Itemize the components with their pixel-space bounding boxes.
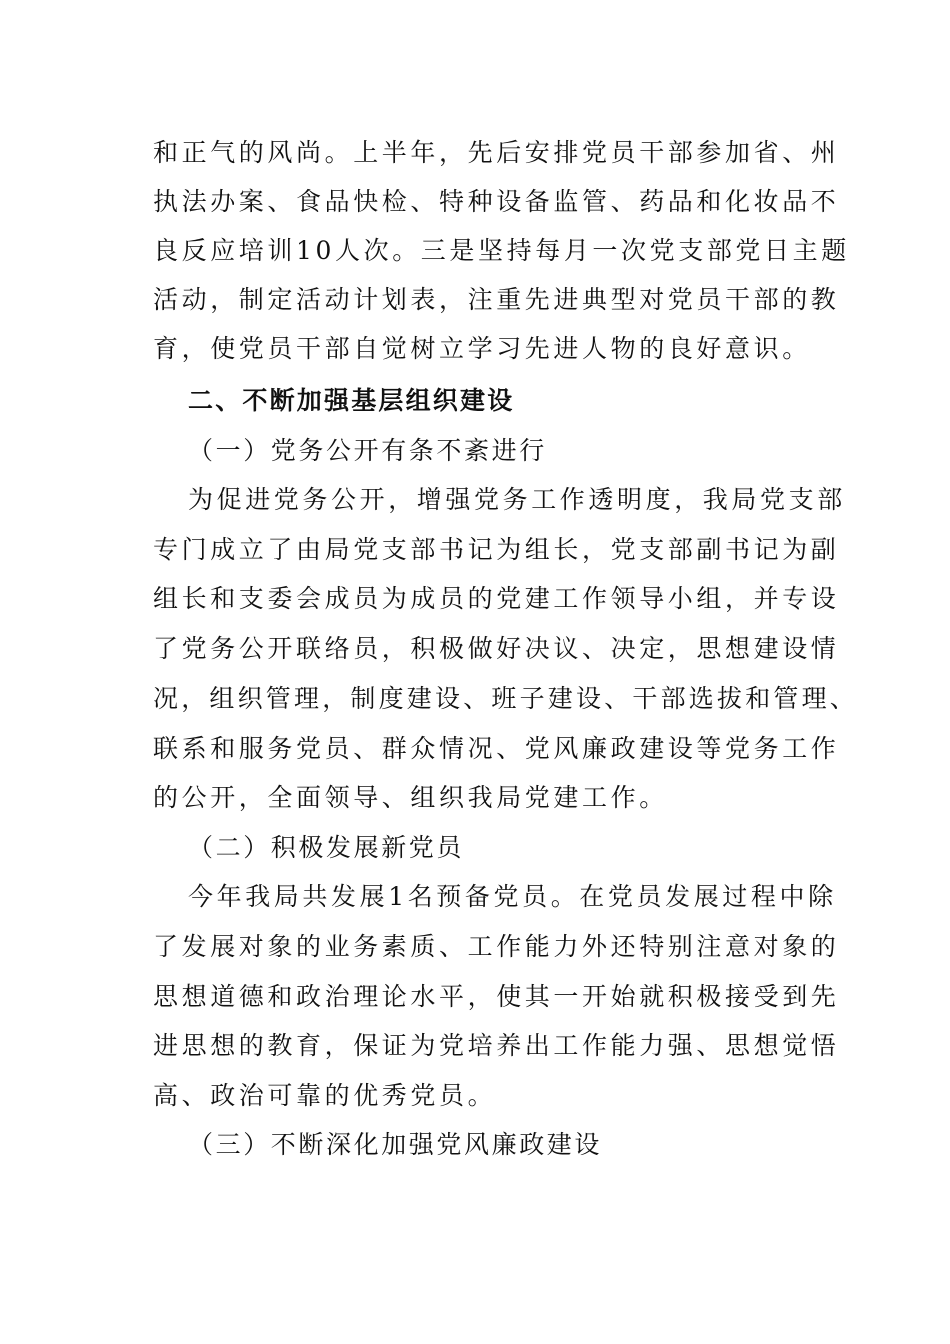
paragraph-line: 高、政治可靠的优秀党员。 bbox=[153, 1081, 497, 1110]
paragraph-line: 专门成立了由局党支部书记为组长，党支部副书记为副 bbox=[153, 535, 840, 564]
subsection-heading: （二）积极发展新党员 bbox=[188, 833, 465, 862]
paragraph-line: 了党务公开联络员，积极做好决议、决定，思想建设情 bbox=[153, 634, 840, 663]
paragraph-line: 思想道德和政治理论水平，使其一开始就积极接受到先 bbox=[153, 982, 840, 1011]
paragraph-line: 的公开，全面领导、组织我局党建工作。 bbox=[153, 783, 668, 812]
paragraph-line: 和正气的风尚。上半年，先后安排党员干部参加省、州 bbox=[153, 138, 840, 167]
paragraph-line: 联系和服务党员、群众情况、党风廉政建设等党务工作 bbox=[153, 734, 840, 763]
paragraph-line: 为促进党务公开，增强党务工作透明度，我局党支部 bbox=[188, 485, 846, 514]
paragraph-line: 组长和支委会成员为成员的党建工作领导小组，并专设 bbox=[153, 584, 840, 613]
paragraph-line: 良反应培训10人次。三是坚持每月一次党支部党日主题 bbox=[153, 236, 850, 265]
paragraph-line: 进思想的教育，保证为党培养出工作能力强、思想觉悟 bbox=[153, 1031, 840, 1060]
subsection-heading: （一）党务公开有条不紊进行 bbox=[188, 436, 547, 465]
subsection-heading: （三）不断深化加强党风廉政建设 bbox=[188, 1130, 603, 1159]
paragraph-line: 活动，制定活动计划表，注重先进典型对党员干部的教 bbox=[153, 285, 840, 314]
paragraph-line: 育，使党员干部自觉树立学习先进人物的良好意识。 bbox=[153, 334, 811, 363]
paragraph-line: 今年我局共发展1名预备党员。在党员发展过程中除 bbox=[188, 882, 837, 911]
section-heading: 二、不断加强基层组织建设 bbox=[188, 386, 515, 415]
paragraph-line: 执法办案、食品快检、特种设备监管、药品和化妆品不 bbox=[153, 187, 840, 216]
paragraph-line: 况，组织管理，制度建设、班子建设、干部选拔和管理、 bbox=[153, 684, 859, 713]
paragraph-line: 了发展对象的业务素质、工作能力外还特别注意对象的 bbox=[153, 932, 840, 961]
